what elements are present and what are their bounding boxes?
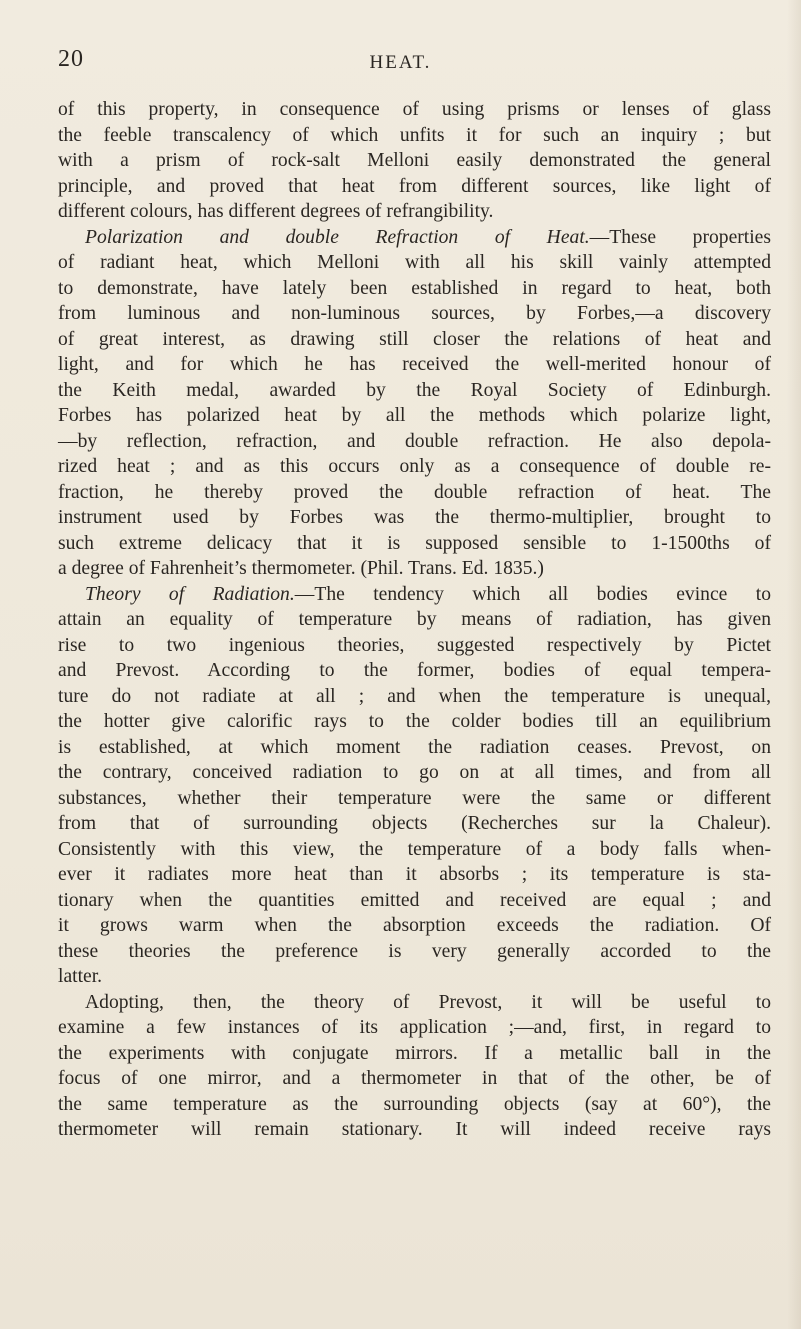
section-heading-line [58,582,771,608]
text-line: the contrary, conceived radiation to go on at all times, and from all [58,762,771,783]
section-heading-line [58,225,771,251]
text-line: light, and for which he has received the well-merited honour of [58,354,771,375]
text-line: latter. [58,966,103,987]
text-line: the same temperature as the surrounding objects (say at 60°), the [58,1093,771,1115]
text-line: it grows warm when the absorption exceeds the radiation. Of [58,915,771,936]
text-line: is established, at which moment the radiation ceases. Prevost, on [58,736,771,758]
text-line: of this property, in consequence of using prisms or lenses of glass [58,99,771,120]
text-line: rise to two ingenious theories, suggested respectively by Pictet [58,634,771,656]
text-run: —These properties [589,226,772,248]
text-line: and Prevost. According to the former, bodies of equal tempera- [58,660,771,681]
text-line: Adopting, then, the theory of Prevost, it will be useful to [85,991,771,1013]
running-head: HEAT. [369,52,432,73]
text-line: substances, whether their temperature were the same or different [58,787,771,809]
text-line: ture do not radiate at all ; and when the temperature is unequal, [58,685,771,707]
body-text [58,97,771,1143]
page-header [0,46,801,86]
text-line: different colours, has different degrees of refrangibility. [58,201,494,222]
page-number: 20 [58,46,84,72]
text-line: fraction, he thereby proved the double refraction of heat. The [58,481,771,503]
page-edge-shadow [787,0,801,1329]
text-line: attain an equality of temperature by means of radiation, has given [58,609,771,630]
text-run: —The tendency which all bodies evince to [294,583,771,605]
text-line: of great interest, as drawing still closer the relations of heat and [58,328,771,350]
section-heading-polarization: Polarization and double Refraction of Heat. [85,226,590,248]
text-line: Consistently with this view, the temperature of a body falls when- [58,838,771,860]
text-line: with a prism of rock-salt Melloni easily demonstrated the general [58,150,771,171]
text-line: the hotter give calorific rays to the colder bodies till an equilibrium [58,711,771,732]
text-line: the Keith medal, awarded by the Royal Society of Edinburgh. [58,379,771,401]
text-line: rized heat ; and as this occurs only as a consequence of double re- [58,456,771,477]
text-line: principle, and proved that heat from different sources, like light of [58,175,771,197]
text-line: of radiant heat, which Melloni with all his skill vainly attempted [58,252,771,273]
text-line: a degree of Fahrenheit’s thermometer. (Phil. Trans. Ed. 1835.) [58,558,544,579]
text-line: to demonstrate, have lately been established in regard to heat, both [58,277,771,299]
text-line: the feeble transcalency of which unfits it for such an inquiry ; but [58,124,771,146]
text-line: such extreme delicacy that it is supposed sensible to 1-1500ths of [58,532,771,554]
text-line: the experiments with conjugate mirrors. If a metallic ball in the [58,1042,771,1064]
text-line: these theories the preference is very generally accorded to the [58,940,771,962]
text-line: —by reflection, refraction, and double refraction. He also depola- [58,430,771,452]
text-line: ever it radiates more heat than it absorbs ; its temperature is sta- [58,864,771,885]
text-line: focus of one mirror, and a thermometer in that of the other, be of [58,1068,771,1089]
text-line: Forbes has polarized heat by all the methods which polarize light, [58,405,771,426]
text-line: tionary when the quantities emitted and received are equal ; and [58,889,771,911]
text-line: thermometer will remain stationary. It will indeed receive rays [58,1119,771,1140]
text-line: examine a few instances of its application ;—and, first, in regard to [58,1017,771,1038]
section-heading-radiation: Theory of Radiation. [85,583,295,605]
text-line: from that of surrounding objects (Recherches sur la Chaleur). [58,813,771,834]
text-line: instrument used by Forbes was the thermo-multiplier, brought to [58,507,771,528]
text-line: from luminous and non-luminous sources, by Forbes,—a discovery [58,303,771,324]
